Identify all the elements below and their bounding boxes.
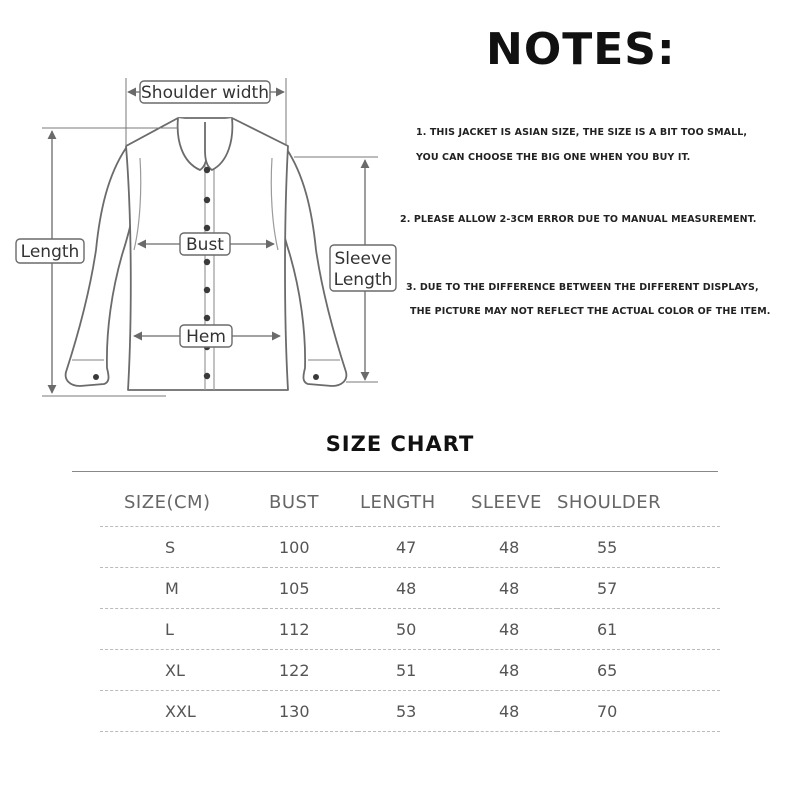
cell-length: 50 bbox=[358, 609, 471, 650]
size-chart-title: SIZE CHART bbox=[325, 432, 475, 456]
cell-shoulder: 65 bbox=[557, 650, 720, 691]
cell-size: XXL bbox=[100, 691, 265, 732]
cell-size: M bbox=[100, 568, 265, 609]
size-chart-table bbox=[100, 478, 720, 732]
cell-size: L bbox=[100, 609, 265, 650]
notes-title: NOTES: bbox=[486, 24, 676, 75]
cell-length: 48 bbox=[358, 568, 471, 609]
cell-bust: 112 bbox=[265, 609, 358, 650]
header-size: SIZE(CM) bbox=[100, 478, 265, 527]
table-row bbox=[100, 527, 720, 568]
table-header-row bbox=[100, 478, 720, 527]
cell-length: 51 bbox=[358, 650, 471, 691]
note-3-line-1: 3. DUE TO THE DIFFERENCE BETWEEN THE DIFFERENT DISPLAYS, bbox=[406, 282, 759, 293]
cell-shoulder: 55 bbox=[557, 527, 720, 568]
cell-shoulder: 70 bbox=[557, 691, 720, 732]
cell-length: 53 bbox=[358, 691, 471, 732]
header-shoulder: SHOULDER bbox=[557, 478, 720, 527]
header-length: LENGTH bbox=[358, 478, 471, 527]
cell-sleeve: 48 bbox=[471, 691, 557, 732]
header-bust: BUST bbox=[265, 478, 358, 527]
note-2: 2. PLEASE ALLOW 2-3CM ERROR DUE TO MANUAL MEASUREMENT. bbox=[400, 214, 757, 225]
bust-label: Bust bbox=[186, 235, 224, 255]
cell-sleeve: 48 bbox=[471, 650, 557, 691]
note-1-line-2: YOU CAN CHOOSE THE BIG ONE WHEN YOU BUY IT. bbox=[416, 152, 691, 163]
cell-size: XL bbox=[100, 650, 265, 691]
cell-shoulder: 61 bbox=[557, 609, 720, 650]
cell-bust: 130 bbox=[265, 691, 358, 732]
header-sleeve: SLEEVE bbox=[471, 478, 557, 527]
cell-sleeve: 48 bbox=[471, 568, 557, 609]
table-row bbox=[100, 650, 720, 691]
title-divider bbox=[72, 471, 718, 472]
table-row bbox=[100, 691, 720, 732]
cell-length: 47 bbox=[358, 527, 471, 568]
table-row bbox=[100, 568, 720, 609]
cell-sleeve: 48 bbox=[471, 527, 557, 568]
cell-shoulder: 57 bbox=[557, 568, 720, 609]
length-label: Length bbox=[20, 242, 80, 262]
note-1-line-1: 1. THIS JACKET IS ASIAN SIZE, THE SIZE IS A BIT TOO SMALL, bbox=[416, 127, 748, 138]
sleeve-label-line1: Sleeve bbox=[334, 249, 392, 269]
note-3-line-2: THE PICTURE MAY NOT REFLECT THE ACTUAL COLOR OF THE ITEM. bbox=[410, 306, 771, 317]
cell-size: S bbox=[100, 527, 265, 568]
shoulder-width-label: Shoulder width bbox=[141, 83, 269, 103]
cell-sleeve: 48 bbox=[471, 609, 557, 650]
cell-bust: 105 bbox=[265, 568, 358, 609]
cell-bust: 100 bbox=[265, 527, 358, 568]
sleeve-label-line2: Length bbox=[333, 270, 393, 290]
cell-bust: 122 bbox=[265, 650, 358, 691]
table-row bbox=[100, 609, 720, 650]
hem-label: Hem bbox=[186, 327, 226, 347]
